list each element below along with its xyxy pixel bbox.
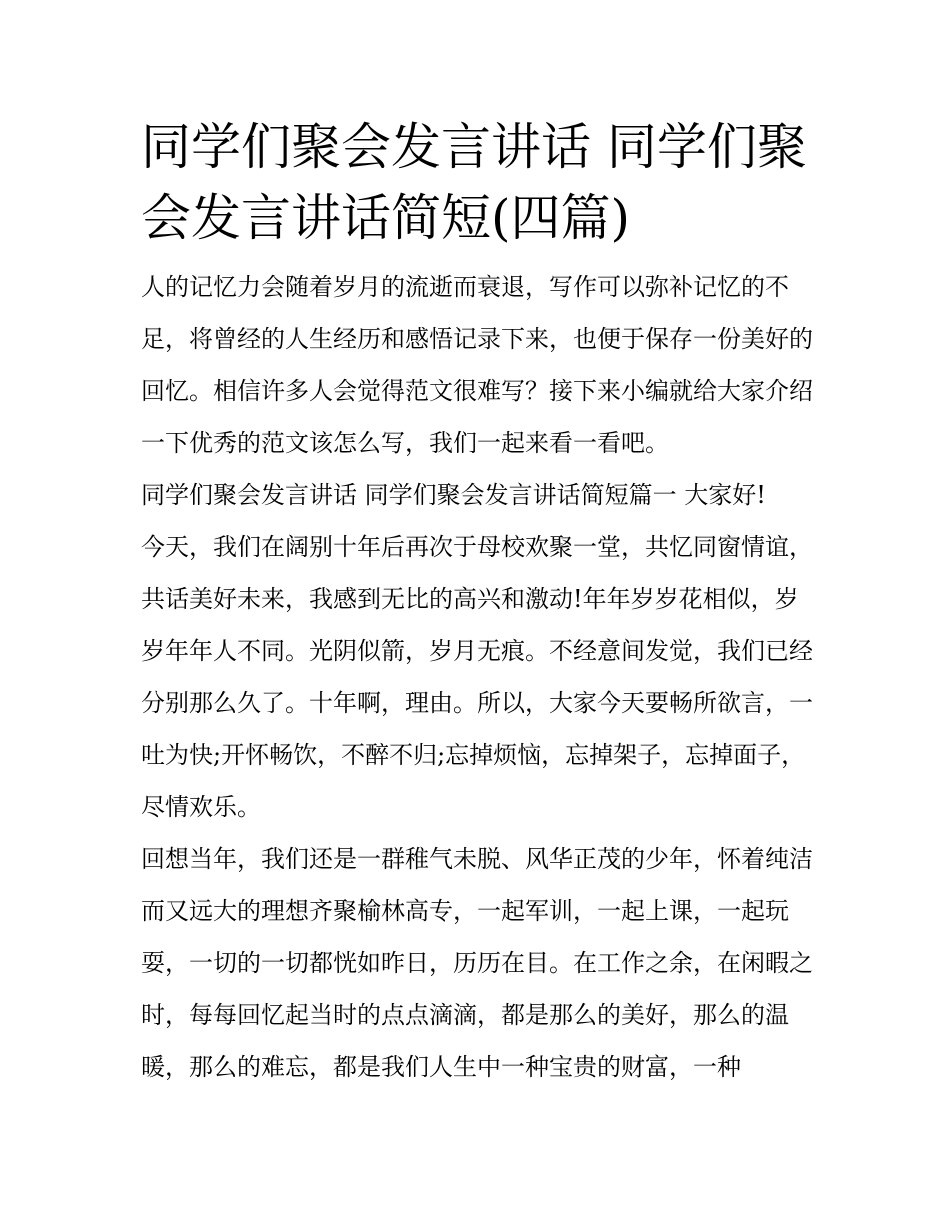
title-spacer	[141, 254, 813, 261]
body-paragraph: 今天，我们在阔别十年后再次于母校欢聚一堂，共忆同窗情谊，共话美好未来，我感到无比的高兴和激动!年年岁岁花相似，岁岁年年人不同。光阴似箭，岁月无痕。不经意间发觉，我们已经分别那么久了。十年啊，理由。所以，大家今天要畅所欲言，一吐为快;开怀畅饮，不醉不归;忘掉烦恼，忘掉架子，忘掉面子，尽情欢乐。	[141, 533, 813, 821]
section-heading-paragraph: 同学们聚会发言讲话 同学们聚会发言讲话简短篇一 大家好!	[141, 481, 766, 509]
document-title: 同学们聚会发言讲话 同学们聚会发言讲话简短(四篇)	[141, 118, 807, 247]
intro-paragraph: 人的记忆力会随着岁月的流逝而衰退，写作可以弥补记忆的不足，将曾经的人生经历和感悟记录下来，也便于保存一份美好的回忆。相信许多人会觉得范文很难写？接下来小编就给大家介绍一下优秀的范文该怎么写，我们一起来看一看吧。	[141, 273, 813, 457]
document-page	[141, 112, 813, 1093]
body-paragraph: 回想当年，我们还是一群稚气未脱、风华正茂的少年，怀着纯洁而又远大的理想齐聚榆林高专，一起军训，一起上课，一起玩耍，一切的一切都恍如昨日，历历在目。在工作之余，在闲暇之时，每每回忆起当时的点点滴滴，都是那么的美好，那么的温暖，那么的难忘，都是我们人生中一种宝贵的财富，一种	[141, 845, 813, 1081]
